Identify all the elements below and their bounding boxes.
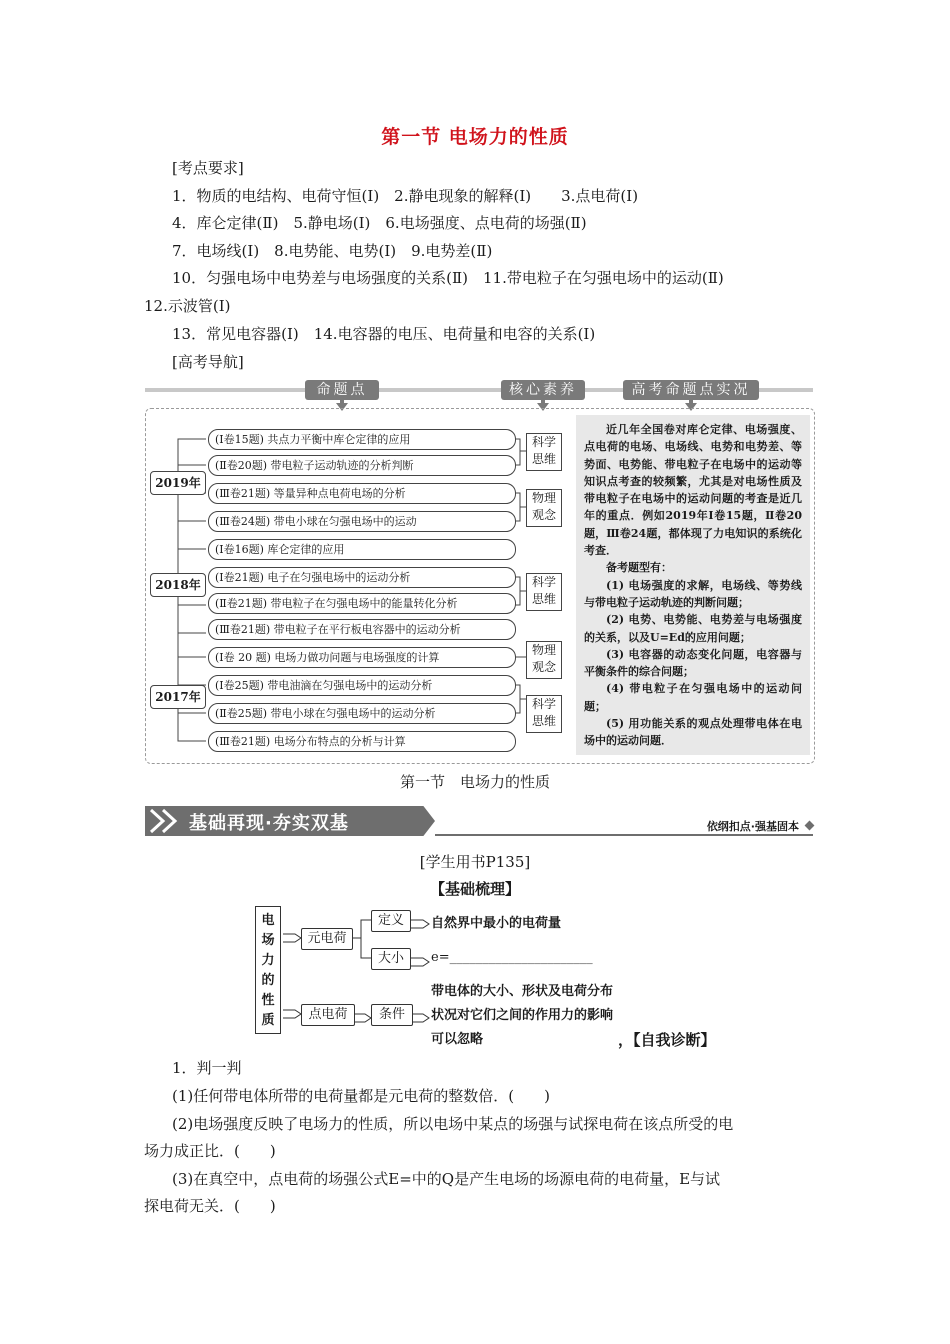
root-char: 质 — [261, 1013, 275, 1028]
analysis-item: (1) 电场强度的求解，电场线、等势线与带电粒子运动轨迹的判断问题； — [584, 578, 802, 609]
core-label: 思维 — [531, 452, 556, 466]
core-literacy-box — [526, 489, 562, 527]
core-label: 思维 — [531, 714, 556, 728]
node-elementary-charge: 元电荷 — [301, 928, 353, 950]
nav-tag-label: 高考命题点实况 — [631, 382, 751, 398]
analysis-item: (4) 带电粒子在匀强电场中的运动问题； — [584, 682, 802, 713]
topic-item: (Ⅱ卷25题) 带电小球在匀强电场中的运动分析 — [208, 703, 516, 724]
basics-heading: 【基础梳理】 — [429, 880, 520, 898]
core-label: 科学 — [531, 435, 556, 449]
core-literacy-box — [526, 433, 562, 471]
root-char: 性 — [261, 993, 275, 1008]
topic-item: (Ⅲ卷21题) 电场分布特点的分析与计算 — [208, 731, 516, 752]
requirement-line: 4．库仑定律(Ⅱ) 5.静电场(Ⅰ) 6.电场强度、点电荷的场强(Ⅱ) — [172, 214, 587, 232]
banner-underline — [435, 834, 813, 836]
year-badge: 2018年 — [150, 573, 206, 597]
concept-mindmap — [255, 906, 655, 1047]
analysis-intro: 近几年全国卷对库仑定律、电场强度、点电荷的电场、电场线、电势和电势差、等势面、电势能、带电粒子在电场中的运动等知识点考查的较频繁，尤其是对电场性质及带电粒子在电场中的运动问题的考查是近几年的重点．例如2019年Ⅰ卷15题，Ⅱ卷20题，Ⅲ卷24题，都体现了力电知识的系统化考查． — [584, 423, 802, 558]
condition-line: 状况对它们之间的作用力的影响 — [431, 1008, 614, 1023]
requirement-line: 10．匀强电场中电势差与电场强度的关系(Ⅱ) 11.带电粒子在匀强电场中的运动(Ⅱ) — [172, 269, 724, 287]
core-label: 物理 — [531, 491, 556, 505]
page-title: 第一节 电场力的性质 — [381, 126, 569, 148]
core-label: 观念 — [531, 660, 556, 674]
core-label: 观念 — [531, 508, 556, 522]
condition-line: 可以忽略 — [431, 1032, 484, 1047]
nav-tag-label: 核心素养 — [509, 382, 577, 398]
year-badge: 2019年 — [150, 471, 206, 495]
magnitude-blank: e=______________________ — [431, 950, 593, 965]
root-char: 力 — [261, 953, 275, 968]
section-banner — [145, 806, 813, 836]
judge-question: (1)任何带电体所带的电荷量都是元电荷的整数倍．( ) — [172, 1087, 550, 1105]
topic-item: (Ⅱ卷21题) 带电粒子在匀强电场中的能量转化分析 — [208, 593, 516, 614]
requirement-line: 13．常见电容器(Ⅰ) 14.电容器的电压、电荷量和电容的关系(Ⅰ) — [172, 325, 596, 343]
analysis-item: (5) 用功能关系的观点处理带电体在电场中的运动问题． — [584, 717, 802, 748]
core-literacy-box — [526, 573, 562, 611]
node-definition: 定义 — [371, 910, 411, 932]
nav-tag-label: 命题点 — [316, 382, 368, 398]
requirement-line: 1．物质的电结构、电荷守恒(Ⅰ) 2.静电现象的解释(Ⅰ) 3.点电荷(Ⅰ) — [172, 187, 639, 205]
topic-item: (Ⅲ卷21题) 带电粒子在平行板电容器中的运动分析 — [208, 619, 516, 640]
judge-heading: 1．判一判 — [172, 1059, 242, 1077]
topic-item: (Ⅰ卷 20 题) 电场力做功问题与电场强度的计算 — [208, 647, 516, 668]
banner-title: 基础再现·夯实双基 — [189, 813, 349, 834]
topic-item: (Ⅰ卷16题) 库仑定律的应用 — [208, 539, 516, 560]
year-badge: 2017年 — [150, 685, 206, 709]
root-char: 场 — [261, 933, 275, 948]
guide-nav-bar — [145, 380, 813, 400]
banner-subtitle: 依纲扣点·强基固本 — [706, 820, 799, 833]
root-char: 电 — [261, 913, 275, 928]
diamond-icon — [805, 821, 815, 831]
nav-tag-actual — [623, 380, 759, 400]
core-literacy-box — [526, 695, 562, 733]
core-label: 科学 — [531, 697, 556, 711]
student-book-ref: [学生用书P135] — [419, 853, 531, 871]
node-condition: 条件 — [371, 1004, 413, 1026]
nav-tag-core — [501, 380, 585, 400]
core-label: 科学 — [531, 575, 556, 589]
guide-heading: [高考导航] — [172, 353, 244, 371]
analysis-item: (3) 电容器的动态变化问题，电容器与平衡条件的综合问题； — [584, 647, 802, 679]
nav-tag-topics — [305, 380, 379, 400]
exam-analysis-panel — [576, 415, 810, 755]
analysis-prep: 备考题型有： — [606, 561, 672, 575]
topic-item: (Ⅲ卷24题) 带电小球在匀强电场中的运动 — [208, 511, 516, 532]
node-point-charge: 点电荷 — [301, 1004, 355, 1026]
definition-text: 自然界中最小的电荷量 — [431, 916, 562, 931]
topic-item: (Ⅰ卷15题) 共点力平衡中库仑定律的应用 — [208, 429, 516, 450]
judge-question: (2)电场强度反映了电场力的性质，所以电场中某点的场强与试探电荷在该点所受的电 — [172, 1115, 734, 1133]
requirement-line: 12.示波管(Ⅰ) — [144, 297, 231, 315]
node-magnitude: 大小 — [371, 948, 411, 970]
exam-requirements-heading: [考点要求] — [172, 159, 244, 177]
requirement-line: 7．电场线(Ⅰ) 8.电势能、电势(Ⅰ) 9.电势差(Ⅱ) — [172, 242, 493, 260]
analysis-item: (2) 电势、电势能、电势差与电场强度的关系，以及U=Ed的应用问题； — [584, 613, 802, 644]
self-diagnosis-heading: ，【自我诊断】 — [618, 1031, 716, 1049]
judge-question-cont: 场力成正比．( ) — [144, 1142, 276, 1160]
section-caption: 第一节 电场力的性质 — [399, 773, 550, 791]
chevron-right-icon — [147, 806, 187, 836]
topic-item: (Ⅱ卷20题) 带电粒子运动轨迹的分析判断 — [208, 455, 516, 476]
core-label: 思维 — [531, 592, 556, 606]
root-char: 的 — [261, 973, 275, 988]
judge-question-cont: 探电荷无关．( ) — [144, 1197, 276, 1215]
core-literacy-box — [526, 641, 562, 679]
topic-item: (Ⅰ卷21题) 电子在匀强电场中的运动分析 — [208, 567, 516, 588]
exam-guide-map — [145, 408, 815, 764]
condition-line: 带电体的大小、形状及电荷分布 — [431, 984, 614, 999]
topic-item: (Ⅲ卷21题) 等量异种点电荷电场的分析 — [208, 483, 516, 504]
judge-question: (3)在真空中，点电荷的场强公式E=中的Q是产生电场的场源电荷的电荷量，E与试 — [172, 1170, 721, 1188]
topic-item: (Ⅰ卷25题) 带电油滴在匀强电场中的运动分析 — [208, 675, 516, 696]
core-label: 物理 — [531, 643, 556, 657]
